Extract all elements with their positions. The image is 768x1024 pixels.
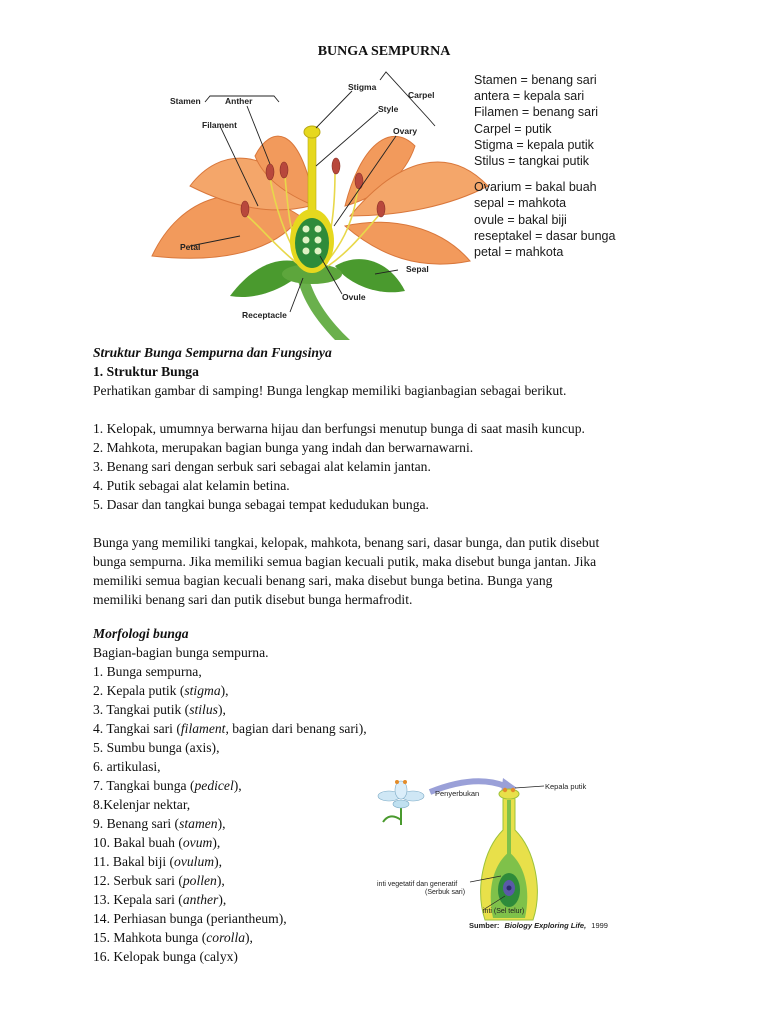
list-item: 3. Benang sari dengan serbuk sari sebagai alat kelamin jantan. (93, 459, 431, 474)
small-flower-icon (378, 780, 424, 825)
list-item: 7. Tangkai bunga (pedicel), (93, 778, 242, 793)
legend-box (474, 72, 644, 260)
list-item: 1. Bunga sempurna, (93, 664, 202, 679)
list-item: 15. Mahkota bunga (corolla), (93, 930, 253, 945)
section-structure (93, 343, 683, 609)
list-item: 13. Kepala sari (anther), (93, 892, 227, 907)
figure-source: Sumber: Biology Exploring Life, 1999 (469, 921, 608, 930)
list-item: 2. Mahkota, merupakan bagian bunga yang indah dan berwarnawarni. (93, 440, 474, 455)
list-item: 5. Sumbu bunga (axis), (93, 740, 220, 755)
legend-entry: reseptakel = dasar bunga (474, 228, 616, 243)
list-item: 16. Kelopak bunga (calyx) (93, 949, 238, 964)
paragraph-line: memiliki benang sari dan putik disebut bunga hermafrodit. (93, 592, 413, 607)
list-item: 5. Dasar dan tangkai bunga sebagai tempat kedudukan bunga. (93, 497, 429, 512)
list-item: 4. Putik sebagai alat kelamin betina. (93, 478, 290, 493)
label-penyerbukan: Penyerbukan (435, 789, 480, 798)
label-inti-sel-telur: inti (Sel telur) (483, 908, 525, 915)
legend-entry: Filamen = benang sari (474, 105, 599, 120)
paragraph-line: bunga sempurna. Jika memiliki semua bagian kecuali putik, maka disebut bunga jantan. Jika (93, 554, 597, 569)
flower-diagram (150, 66, 490, 340)
label-receptacle: Receptacle (242, 310, 287, 320)
section1-list (93, 419, 683, 514)
legend-entry: Stamen = benang sari (474, 73, 597, 87)
list-item: 6. artikulasi, (93, 759, 161, 774)
label-stamen: Stamen (170, 96, 201, 106)
legend-entry: petal = mahkota (474, 245, 564, 260)
section2-heading: Morfologi bunga (93, 626, 189, 641)
label-serbuk-sari: (Serbuk sari) (425, 889, 466, 896)
label-stigma: Stigma (348, 82, 377, 92)
pollination-diagram (375, 770, 625, 935)
label-sepal: Sepal (406, 264, 429, 274)
label-inti-vegetatif: inti vegetatif dan generatif (377, 881, 458, 888)
legend-entry: sepal = mahkota (474, 196, 567, 211)
section1-heading: Struktur Bunga Sempurna dan Fungsinya (93, 345, 332, 360)
page-title: BUNGA SEMPURNA (317, 44, 451, 59)
legend-entry: Stigma = kepala putik (474, 137, 594, 152)
legend-entry: Carpel = putik (474, 121, 552, 136)
paragraph-line: Bunga yang memiliki tangkai, kelopak, mahkota, benang sari, dasar bunga, dan putik disebut (93, 535, 600, 550)
label-style: Style (378, 104, 399, 114)
label-ovary: Ovary (393, 126, 418, 136)
section1-paragraph (93, 533, 683, 609)
section2-intro: Bagian-bagian bunga sempurna. (93, 645, 269, 660)
list-item: 2. Kepala putik (stigma), (93, 683, 229, 698)
label-petal: Petal (180, 242, 201, 252)
legend-top (474, 72, 644, 169)
label-anther: Anther (225, 96, 253, 106)
list-item: 10. Bakal buah (ovum), (93, 835, 221, 850)
paragraph-line: memiliki semua bagian kecuali benang sari, maka disebut bunga betina. Bunga yang (93, 573, 553, 588)
section1-subheading: 1. Struktur Bunga (93, 364, 199, 379)
section1-intro: Perhatikan gambar di samping! Bunga lengkap memiliki bagianbagian sebagai berikut. (93, 383, 567, 398)
label-carpel: Carpel (408, 90, 435, 100)
label-filament: Filament (202, 120, 237, 130)
list-item: 14. Perhiasan bunga (periantheum), (93, 911, 287, 926)
label-ovule: Ovule (342, 292, 366, 302)
list-item: 11. Bakal biji (ovulum), (93, 854, 223, 869)
list-item: 12. Serbuk sari (pollen), (93, 873, 225, 888)
list-item: 1. Kelopak, umumnya berwarna hijau dan berfungsi menutup bunga di saat masih kuncup. (93, 421, 585, 436)
label-kepala-putik: Kepala putik (545, 782, 587, 791)
list-item: 8.Kelenjar nektar, (93, 797, 191, 812)
list-item: 9. Benang sari (stamen), (93, 816, 226, 831)
legend-entry: ovule = bakal biji (474, 212, 567, 227)
legend-entry: antera = kepala sari (474, 89, 585, 104)
legend-bottom (474, 179, 644, 260)
legend-entry: Stilus = tangkai putik (474, 154, 589, 169)
list-item: 4. Tangkai sari (filament, bagian dari benang sari), (93, 721, 367, 736)
list-item: 3. Tangkai putik (stilus), (93, 702, 226, 717)
legend-entry: Ovarium = bakal buah (474, 180, 597, 195)
